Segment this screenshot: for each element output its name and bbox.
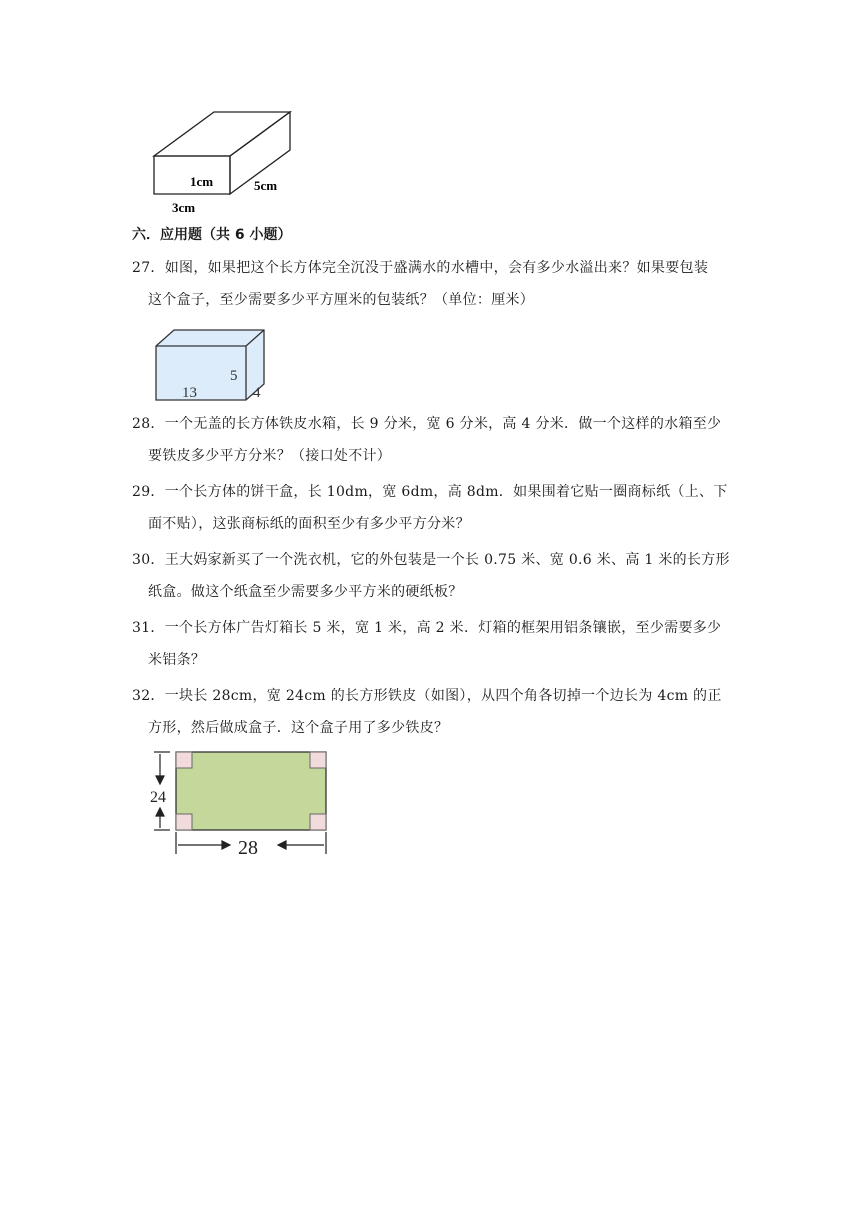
corner-square-bottom-right (310, 814, 326, 830)
length-arrow-right-head (222, 841, 230, 849)
width-arrow-down-head (156, 776, 164, 784)
cuboid-1-length-label: 3cm (172, 200, 196, 215)
sheet-length-label: 28 (238, 837, 258, 858)
cuboid-2-body (156, 330, 264, 400)
cuboid-1-height-label: 1cm (190, 174, 214, 189)
question-28-text-1: 一个无盖的长方体铁皮水箱，长 9 分米，宽 6 分米，高 4 分米．做一个这样的水箱至少 (164, 416, 722, 432)
corner-square-top-left (176, 752, 192, 768)
cuboid-2-length-label: 13 (182, 385, 197, 401)
question-28-number: 28． (132, 416, 165, 432)
question-29-number: 29． (132, 484, 165, 500)
corner-square-bottom-left (176, 814, 192, 830)
question-30-text-1: 王大妈家新买了一个洗衣机，它的外包装是一个长 0.75 米、宽 0.6 米、高 1 米的长方形 (164, 552, 730, 568)
question-29-text-1: 一个长方体的饼干盒，长 10dm，宽 6dm，高 8dm．如果围着它贴一圈商标纸（上、下 (164, 484, 728, 500)
question-29-line-1 (132, 482, 728, 502)
question-31-number: 31． (132, 620, 165, 636)
question-31-text-2: 米铝条？ (148, 652, 206, 668)
question-31-line-1 (132, 618, 721, 638)
iron-sheet-rect (176, 752, 326, 830)
iron-sheet-figure (148, 746, 334, 858)
question-32-number: 32． (132, 688, 165, 704)
question-27-text-2: 这个盒子，至少需要多少平方厘米的包装纸？（单位：厘米） (148, 292, 535, 308)
question-28-line-1 (132, 414, 721, 434)
width-arrow-up-head (156, 808, 164, 816)
section-title: 六．应用题（共 6 小题） (132, 227, 292, 243)
question-32-text-2: 方形，然后做成盒子．这个盒子用了多少铁皮？ (148, 720, 449, 736)
question-29-text-2: 面不贴），这张商标纸的面积至少有多少平方分米？ (148, 516, 470, 532)
sheet-width-label: 24 (150, 789, 166, 806)
question-27-number: 27． (132, 260, 165, 276)
question-30-text-2: 纸盒。做这个纸盒至少需要多少平方米的硬纸板？ (148, 584, 463, 600)
cuboid-figure-2 (150, 322, 270, 402)
cuboid-2-height-label: 5 (230, 368, 238, 384)
question-32-text-1: 一块长 28cm，宽 24cm 的长方形铁皮（如图），从四个角各切掉一个边长为 4cm 的正 (164, 688, 722, 704)
length-arrow-left-head (278, 841, 286, 849)
question-28-text-2: 要铁皮多少平方分米？（接口处不计） (148, 448, 392, 464)
question-27-line-1 (132, 258, 708, 278)
cuboid-2-depth-label: 4 (253, 385, 261, 401)
cuboid-1-top-face (154, 112, 290, 156)
cuboid-1-depth-label: 5cm (254, 178, 278, 193)
question-27-text-1: 如图，如果把这个长方体完全沉没于盛满水的水槽中，会有多少水溢出来？如果要包装 (164, 260, 709, 276)
question-30-number: 30． (132, 552, 165, 568)
cuboid-figure-1 (148, 104, 308, 216)
question-32-line-1 (132, 686, 722, 706)
question-30-line-1 (132, 550, 730, 570)
question-31-text-1: 一个长方体广告灯箱长 5 米，宽 1 米，高 2 米．灯箱的框架用铝条镶嵌，至少需要多少 (164, 620, 722, 636)
corner-square-top-right (310, 752, 326, 768)
